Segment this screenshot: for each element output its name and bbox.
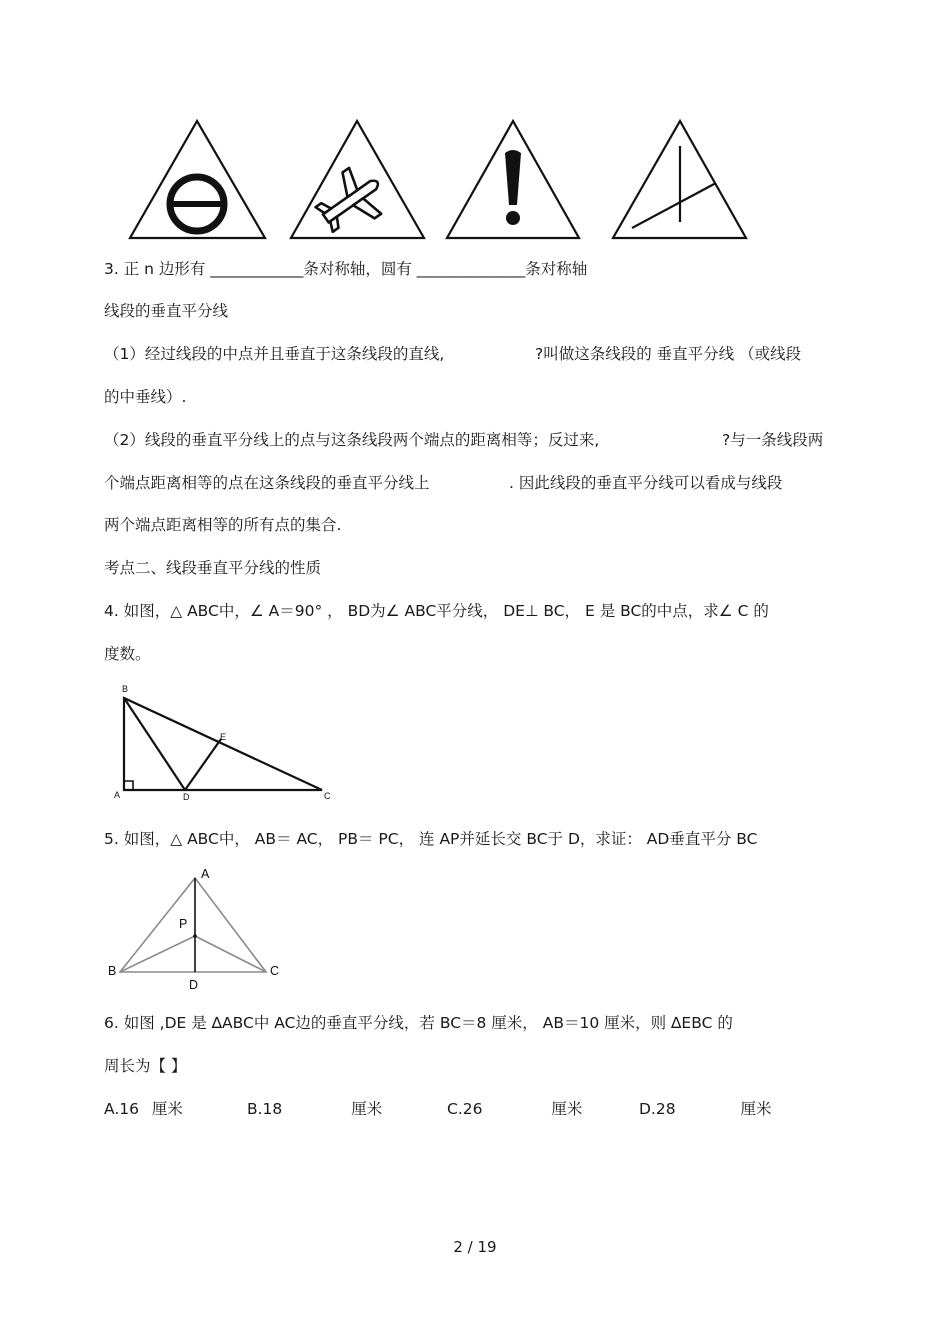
fig4-label-e: E bbox=[220, 732, 227, 742]
triangle-symbol-icon: ∆ bbox=[671, 1014, 682, 1032]
fig5-label-c: C bbox=[270, 964, 280, 978]
paragraph-2-line-2b: . 因此线段的垂直平分线可以看成与线段 bbox=[509, 474, 783, 492]
section-title: 线段的垂直平分线 bbox=[104, 302, 229, 320]
paragraph-1-line-1b: ?叫做这条线段的 垂直平分线 （或线段 bbox=[535, 345, 802, 363]
option-d bbox=[639, 1099, 772, 1119]
fig5-label-d: D bbox=[189, 978, 199, 992]
option-c bbox=[447, 1099, 582, 1119]
question-6-line-2: 周长为【 】 bbox=[104, 1057, 187, 1075]
fig4-label-b: B bbox=[122, 684, 129, 694]
q3-suffix: 条对称轴 bbox=[525, 260, 588, 278]
paragraph-2-line-1b: ?与一条线段两 bbox=[722, 431, 824, 449]
option-d-unit: 厘米 bbox=[740, 1100, 772, 1118]
question-5-line-1: 5. 如图，△ ABC中， AB＝ AC， PB＝ PC， 连 AP并延长交 BC于 D，求证： AD垂直平分 BC bbox=[104, 830, 758, 848]
paragraph-2-line-2a: 个端点距离相等的点在这条线段的垂直平分线上 bbox=[104, 474, 430, 492]
fig4-label-a: A bbox=[114, 790, 121, 800]
fig5-label-p: P bbox=[179, 917, 188, 931]
option-b bbox=[247, 1099, 382, 1119]
fig5-label-a: A bbox=[201, 867, 210, 881]
triangle-symbol-icon: ∆ bbox=[211, 1014, 223, 1032]
q3-mid: 条对称轴，圆有 bbox=[303, 260, 417, 278]
page-number: 2 / 19 bbox=[453, 1238, 497, 1256]
question-4-line-1: 4. 如图，△ ABC中，∠ A＝90° ， BD为∠ ABC平分线， DE⊥ BC， E 是 BC的中点，求∠ C 的 bbox=[104, 602, 769, 620]
q6-text-b: ABC中 AC边的垂直平分线，若 BC＝8 厘米， AB＝10 厘米，则 bbox=[222, 1014, 672, 1032]
option-d-label: D.28 bbox=[639, 1100, 676, 1118]
q3-blank-1: ____________ bbox=[210, 260, 304, 278]
paragraph-2-line-1a: （2）线段的垂直平分线上的点与这条线段两个端点的距离相等；反过来, bbox=[104, 431, 600, 449]
paragraph-1-line-1a: （1）经过线段的中点并且垂直于这条线段的直线, bbox=[104, 345, 445, 363]
question-6-line-1 bbox=[104, 1013, 733, 1033]
option-a bbox=[104, 1099, 183, 1119]
fig4-label-c: C bbox=[324, 791, 331, 801]
option-b-label: B.18 bbox=[247, 1100, 283, 1118]
q3-prefix: 3. 正 n 边形有 bbox=[104, 260, 211, 278]
q6-text-a: 6. 如图 ,DE 是 bbox=[104, 1014, 212, 1032]
kaodian-2-heading: 考点二、线段垂直平分线的性质 bbox=[104, 559, 322, 577]
question-4-line-2: 度数。 bbox=[104, 645, 151, 663]
option-c-unit: 厘米 bbox=[551, 1100, 583, 1118]
paragraph-1-line-2: 的中垂线）. bbox=[104, 388, 187, 406]
fig5-label-b: B bbox=[108, 964, 117, 978]
paragraph-2-line-3: 两个端点距离相等的所有点的集合. bbox=[104, 516, 342, 534]
fig4-label-d: D bbox=[183, 792, 190, 802]
q3-blank-2: ______________ bbox=[416, 260, 526, 278]
q6-text-c: EBC 的 bbox=[681, 1014, 733, 1032]
option-b-unit: 厘米 bbox=[351, 1100, 383, 1118]
option-a-label: A.16 bbox=[104, 1100, 139, 1118]
option-a-unit: 厘米 bbox=[151, 1100, 183, 1118]
option-c-label: C.26 bbox=[447, 1100, 483, 1118]
